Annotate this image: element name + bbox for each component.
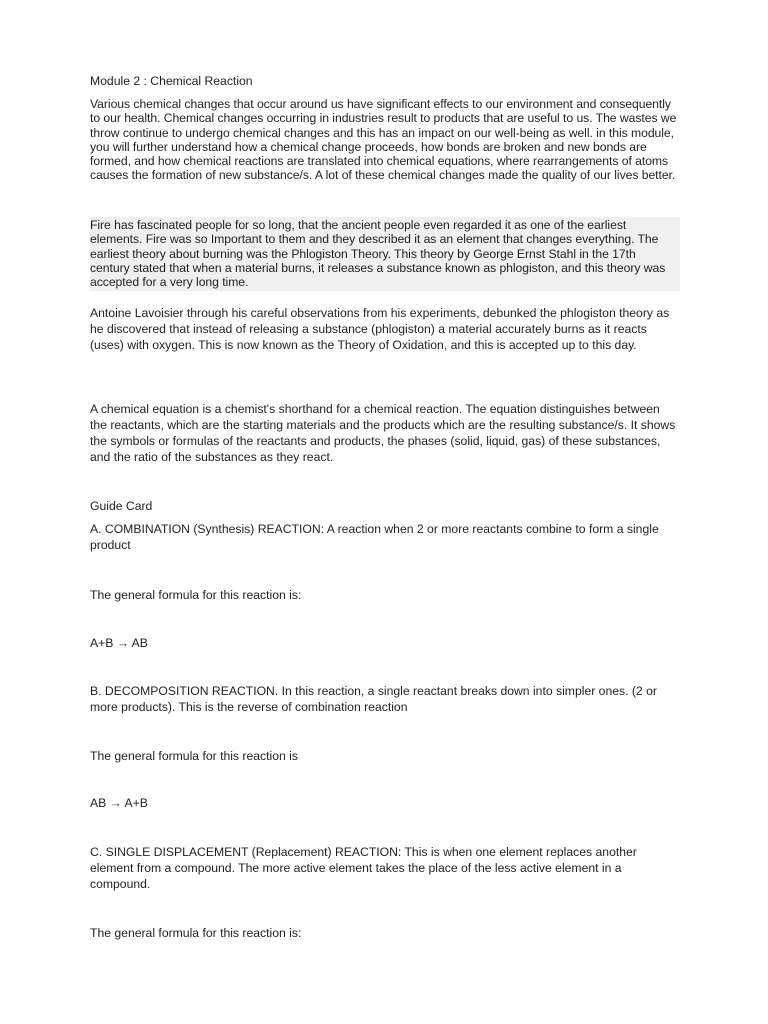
fire-history-paragraph: Fire has fascinated people for so long, that the ancient people even regarded it as one of the earliest elements. Fire was so Important to them and they described it as an element that changes everything. The earliest theory about burning was the Phlogiston Theory. This theory by George Ernst Stahl in the 17th century stated that when a material burns, it releases a substance known as phlogiston, and this theory was accepted for a very long time. [90,217,680,291]
intro-paragraph: Various chemical changes that occur around us have significant effects to our environment and consequently to our health. Chemical changes occurring in industries result to products that are useful to us. The wastes we throw continue to undergo chemical changes and this has an impact on our well-being as well. in this module, you will further understand how a chemical change proceeds, how bonds are broken and new bonds are formed, and how chemical reactions are translated into chemical equations, where rearrangements of atoms causes the formation of new substance/s. A lot of these chemical changes made the quality of our lives better. [90,97,677,183]
combination-reaction-text: A. COMBINATION (Synthesis) REACTION: A reaction when 2 or more reactants combine to form a single product [90,522,659,552]
decomposition-reaction-text: B. DECOMPOSITION REACTION. In this reaction, a single reactant breaks down into simpler ones. (2 or more products). This is the reverse of combination reaction [90,684,657,714]
single-displacement-reaction-text: C. SINGLE DISPLACEMENT (Replacement) REACTION: This is when one element replaces another element from a compound. The more active element takes the place of the less active element in a compound. [90,845,637,891]
chemical-equation-paragraph: A chemical equation is a chemist's shorthand for a chemical reaction. The equation distinguishes between the reactants, which are the starting materials and the products which are the resulting substance/s. It shows the symbols or formulas of the reactants and products, the phases (solid, liquid, gas) of these substances, and the ratio of the substances as they react. [90,402,676,464]
combination-formula: A+B → AB [90,636,148,650]
single-displacement-formula-intro: The general formula for this reaction is: [90,926,302,940]
guide-card-heading: Guide Card [90,499,153,513]
decomposition-formula: AB → A+B [90,796,148,810]
lavoisier-paragraph: Antoine Lavoisier through his careful observations from his experiments, debunked the phlogiston theory as he discovered that instead of releasing a substance (phlogiston) a material accurately burns as it reacts (uses) with oxygen. This is now known as the Theory of Oxidation, and this is accepted up to this day. [90,306,670,352]
page-title: Module 2 : Chemical Reaction [90,74,253,88]
decomposition-formula-intro: The general formula for this reaction is [90,749,298,763]
combination-formula-intro: The general formula for this reaction is: [90,588,302,602]
